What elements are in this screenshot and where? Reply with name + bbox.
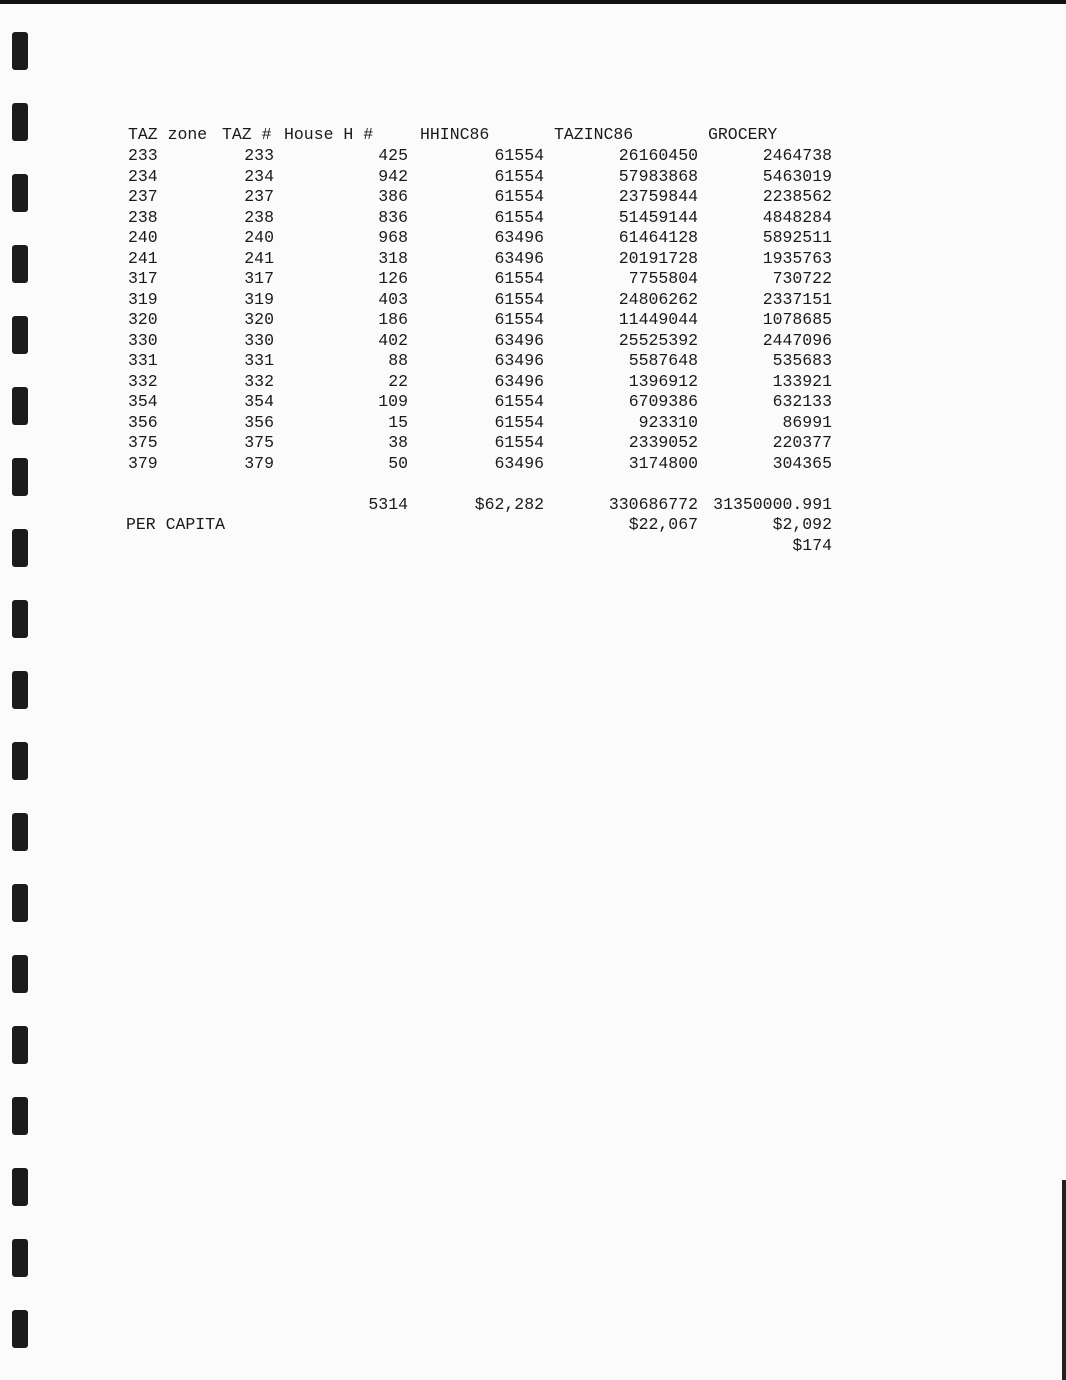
cell-grocery: 2238562 xyxy=(762,187,832,206)
cell-taz-number: 379 xyxy=(244,453,274,473)
cell-taz-zone: 238 xyxy=(128,207,158,227)
cell-taz-zone: 240 xyxy=(128,228,158,247)
table-row xyxy=(0,331,1066,351)
cell-tazinc86: 25525392 xyxy=(618,330,698,350)
cell-tazinc86: 23759844 xyxy=(618,187,698,206)
cell-taz-number: 332 xyxy=(244,371,274,391)
table-row xyxy=(0,167,1066,187)
cell-taz-number: 233 xyxy=(244,146,274,165)
cell-hhinc86: 63496 xyxy=(494,228,544,247)
cell-hhinc86: 61554 xyxy=(494,412,544,432)
table-row xyxy=(0,187,1066,207)
header-tazinc86: TAZINC86 xyxy=(554,125,634,144)
per-capita-tazinc: $22,067 xyxy=(628,515,698,534)
table-row xyxy=(0,290,1066,310)
cell-hhinc86: 61554 xyxy=(494,392,544,411)
cell-taz-number: 234 xyxy=(244,166,274,186)
cell-taz-zone: 320 xyxy=(128,310,158,329)
table-row xyxy=(0,310,1066,330)
cell-hhinc86: 63496 xyxy=(494,453,544,473)
cell-taz-number: 375 xyxy=(244,433,274,452)
cell-tazinc86: 2339052 xyxy=(628,433,698,452)
cell-taz-zone: 237 xyxy=(128,187,158,206)
table-row xyxy=(0,413,1066,433)
cell-hhinc86: 61554 xyxy=(494,207,544,227)
cell-house-h: 109 xyxy=(378,392,408,411)
table-row xyxy=(0,269,1066,289)
cell-taz-zone: 234 xyxy=(128,166,158,186)
cell-house-h: 50 xyxy=(388,453,408,473)
cell-tazinc86: 7755804 xyxy=(628,269,698,288)
cell-house-h: 15 xyxy=(388,412,408,432)
cell-house-h: 22 xyxy=(388,371,408,391)
cell-hhinc86: 61554 xyxy=(494,433,544,452)
cell-taz-zone: 356 xyxy=(128,412,158,432)
table-header-row xyxy=(0,125,1066,145)
header-taz-zone: TAZ zone xyxy=(128,125,208,144)
cell-taz-number: 354 xyxy=(244,392,274,411)
cell-house-h: 386 xyxy=(378,187,408,206)
cell-grocery: 86991 xyxy=(782,412,832,432)
cell-grocery: 304365 xyxy=(772,453,832,473)
cell-grocery: 133921 xyxy=(772,371,832,391)
cell-taz-zone: 233 xyxy=(128,146,158,165)
cell-taz-zone: 331 xyxy=(128,351,158,370)
cell-tazinc86: 5587648 xyxy=(628,351,698,370)
cell-grocery: 5892511 xyxy=(762,228,832,247)
cell-tazinc86: 1396912 xyxy=(628,371,698,391)
cell-taz-number: 330 xyxy=(244,330,274,350)
table-row xyxy=(0,433,1066,453)
cell-taz-number: 331 xyxy=(244,351,274,370)
cell-house-h: 318 xyxy=(378,248,408,268)
cell-house-h: 126 xyxy=(378,269,408,288)
cell-taz-zone: 332 xyxy=(128,371,158,391)
per-capita-grocery: $2,092 xyxy=(772,515,832,534)
total-grocery: 31350000.991 xyxy=(713,495,832,514)
cell-taz-zone: 330 xyxy=(128,330,158,350)
cell-hhinc86: 63496 xyxy=(494,371,544,391)
header-grocery: GROCERY xyxy=(708,125,778,144)
per-capita-label: PER CAPITA xyxy=(126,515,226,534)
cell-tazinc86: 24806262 xyxy=(618,289,698,309)
cell-taz-number: 320 xyxy=(244,310,274,329)
cell-tazinc86: 57983868 xyxy=(618,166,698,186)
cell-tazinc86: 3174800 xyxy=(628,453,698,473)
cell-hhinc86: 63496 xyxy=(494,351,544,370)
cell-grocery: 535683 xyxy=(772,351,832,370)
per-capita-extra-value: $174 xyxy=(792,536,832,555)
cell-taz-zone: 354 xyxy=(128,392,158,411)
cell-tazinc86: 61464128 xyxy=(618,228,698,247)
header-hhinc86: HHINC86 xyxy=(420,125,490,144)
cell-taz-zone: 379 xyxy=(128,453,158,473)
cell-grocery: 730722 xyxy=(772,269,832,288)
table-row xyxy=(0,249,1066,269)
cell-taz-zone: 319 xyxy=(128,289,158,309)
cell-grocery: 1935763 xyxy=(762,248,832,268)
table-row xyxy=(0,208,1066,228)
total-house: 5314 xyxy=(368,495,408,514)
table-row xyxy=(0,228,1066,248)
cell-grocery: 2464738 xyxy=(762,146,832,165)
cell-taz-zone: 241 xyxy=(128,248,158,268)
table-row xyxy=(0,146,1066,166)
cell-grocery: 2447096 xyxy=(762,330,832,350)
cell-hhinc86: 61554 xyxy=(494,310,544,329)
cell-tazinc86: 6709386 xyxy=(628,392,698,411)
cell-hhinc86: 61554 xyxy=(494,187,544,206)
cell-grocery: 632133 xyxy=(772,392,832,411)
cell-house-h: 38 xyxy=(388,433,408,452)
table-row xyxy=(0,454,1066,474)
cell-tazinc86: 11449044 xyxy=(618,310,698,329)
cell-hhinc86: 61554 xyxy=(494,166,544,186)
cell-grocery: 1078685 xyxy=(762,310,832,329)
cell-house-h: 402 xyxy=(378,330,408,350)
per-capita-row xyxy=(0,515,1066,535)
header-house-h: House H # xyxy=(284,125,374,144)
cell-house-h: 186 xyxy=(378,310,408,329)
cell-taz-number: 319 xyxy=(244,289,274,309)
cell-grocery: 2337151 xyxy=(762,289,832,309)
cell-house-h: 88 xyxy=(388,351,408,370)
cell-tazinc86: 20191728 xyxy=(618,248,698,268)
cell-grocery: 220377 xyxy=(772,433,832,452)
cell-hhinc86: 63496 xyxy=(494,330,544,350)
total-tazinc: 330686772 xyxy=(608,495,698,514)
cell-taz-zone: 317 xyxy=(128,269,158,288)
cell-grocery: 5463019 xyxy=(762,166,832,186)
table-row xyxy=(0,351,1066,371)
cell-house-h: 968 xyxy=(378,228,408,247)
cell-house-h: 836 xyxy=(378,207,408,227)
cell-house-h: 403 xyxy=(378,289,408,309)
cell-tazinc86: 26160450 xyxy=(618,146,698,165)
cell-hhinc86: 61554 xyxy=(494,269,544,288)
cell-taz-number: 317 xyxy=(244,269,274,288)
totals-row xyxy=(0,495,1066,515)
cell-grocery: 4848284 xyxy=(762,207,832,227)
cell-taz-number: 241 xyxy=(244,248,274,268)
cell-taz-zone: 375 xyxy=(128,433,158,452)
cell-hhinc86: 61554 xyxy=(494,289,544,309)
cell-taz-number: 238 xyxy=(244,207,274,227)
cell-hhinc86: 63496 xyxy=(494,248,544,268)
cell-taz-number: 240 xyxy=(244,228,274,247)
table-row xyxy=(0,372,1066,392)
per-capita-extra-row xyxy=(0,536,1066,556)
header-taz-number: TAZ # xyxy=(222,125,272,144)
cell-hhinc86: 61554 xyxy=(494,146,544,165)
table-row xyxy=(0,392,1066,412)
cell-taz-number: 356 xyxy=(244,412,274,432)
cell-house-h: 425 xyxy=(378,146,408,165)
cell-taz-number: 237 xyxy=(244,187,274,206)
cell-tazinc86: 923310 xyxy=(638,412,698,432)
cell-house-h: 942 xyxy=(378,166,408,186)
total-hhinc: $62,282 xyxy=(474,495,544,514)
cell-tazinc86: 51459144 xyxy=(618,207,698,227)
